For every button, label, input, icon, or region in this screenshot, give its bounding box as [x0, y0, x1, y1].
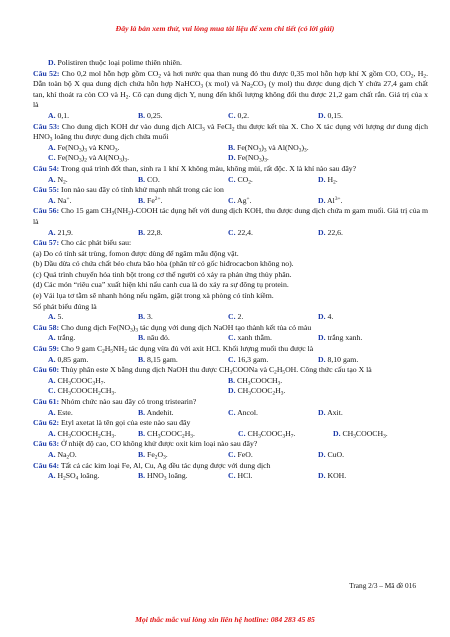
answer-options [33, 111, 428, 122]
option-d[interactable]: D. $H_2$. [318, 174, 338, 186]
option-d[interactable]: D. KOH. [318, 471, 347, 481]
page-number: Trang 2/3 – Mã đề 016 [349, 581, 416, 590]
question-64: Câu 64: Tất cả các kim loại Fe, Al, Cu, Ag đều tác dụng được với dung dịch [33, 460, 271, 470]
option-d[interactable]: D. $CH_3COOC_2H_3$. [228, 386, 286, 397]
option-b[interactable]: B. $Fe(NO_3)_3$ và $Al(NO_3)_3$. [228, 142, 309, 154]
option-a[interactable]: A. $Na_2O$. [48, 449, 77, 461]
option-c[interactable]: C. $CH_3COOC_3H_7$. [238, 428, 296, 440]
answer-options [33, 312, 428, 323]
question-58: Câu 58: Cho dung dịch $Fe(NO_3)_3$ tác dụng với dung dịch NaOH tạo thành kết tủa có màu [33, 322, 312, 334]
option-d[interactable]: D. Axit. [318, 407, 343, 417]
question-61: Câu 61: Nhóm chức nào sau đây có trong tristearin? [33, 397, 197, 406]
answer-options [33, 429, 428, 440]
option-a[interactable]: A. $H_2SO_4$ loãng. [48, 471, 100, 482]
option-b[interactable]: B. 8,15 gam. [138, 354, 178, 364]
question-53: Câu 53: Cho dung dịch KOH dư vào dung dịch AlCl$_3$ và FeCl$_2$ thu được kết tủa X. Cho X tác dụng với lượng dư dung dịch $HNO_3$ loãng thu được dung dịch chứa muối [33, 121, 428, 143]
hotline-banner: Mọi thắc mắc vui lòng xin liên hệ hotline: 084 283 45 85 [135, 615, 315, 624]
option-c[interactable]: C. 22,4. [228, 227, 253, 237]
option-b[interactable]: B. Andehit. [138, 407, 174, 417]
previous-question-tail: D. Polistiren thuộc loại polime thiên nhiên. [48, 58, 182, 67]
option-d[interactable]: D. $Fe(NO_3)_3$. [228, 153, 269, 164]
option-c[interactable]: C. Ag+. [228, 195, 252, 205]
option-a[interactable]: A. 0,85 gam. [48, 354, 89, 364]
question-63: Câu 63: Ở nhiệt độ cao, CO không khử được oxit kim loại nào sau đây? [33, 439, 258, 449]
statement-e: (e) Vải lụa tơ tằm sẽ nhanh hỏng nếu ngâm, giặt trong xà phòng có tính kiềm. [33, 291, 274, 301]
option-a[interactable]: A. Este. [48, 407, 73, 417]
answer-options [33, 471, 428, 482]
option-a[interactable]: A. trắng. [48, 333, 76, 343]
option-c[interactable]: C. $CH_3COOCH_2CH_3$. [48, 386, 117, 397]
option-d[interactable]: D. $CH_3COOCH_3$. [333, 428, 388, 440]
option-b[interactable]: B. 0,25. [138, 110, 163, 120]
answer-options [33, 355, 428, 366]
question-60: Câu 60: Thủy phân este X bằng dung dịch NaOH thu được $CH_3COONa$ và $C_2H_5OH$. Công thức cấu tạo X là [33, 365, 372, 376]
question-55: Câu 55: Ion nào sau đây có tính khử mạnh nhất trong các ion [33, 185, 224, 195]
option-a[interactable]: A. 5. [48, 312, 64, 322]
preview-notice-banner: Đây là bản xem thử, vui lòng mua tài liệu để xem chi tiết (có lời giải) [115, 24, 335, 33]
option-d[interactable]: D. trắng xanh. [318, 333, 363, 343]
answer-options [33, 386, 428, 397]
option-a[interactable]: A. 0,1. [48, 110, 70, 120]
question-54: Câu 54: Trong quá trình đốt than, sinh ra 1 khí X không màu, không mùi, rất độc. X là khí nào sau đây? [33, 163, 357, 173]
option-c[interactable]: C. 16,3 gam. [228, 354, 269, 364]
answer-options [33, 228, 428, 239]
question-59: Câu 59: Cho 9 gam $C_2H_5NH_2$ tác dụng vừa đủ với axit HCl. Khối lượng muối thu được là [33, 344, 314, 355]
answer-options [33, 333, 428, 344]
option-a[interactable]: A. Na+. [48, 195, 72, 205]
answer-options [33, 196, 428, 207]
option-b[interactable]: B. $CH_3COOCH_3$. [228, 375, 283, 387]
option-d[interactable]: D. 0,15. [318, 110, 343, 120]
option-a[interactable]: A. 21,9. [48, 227, 73, 237]
questions-list [33, 58, 428, 482]
option-a[interactable]: A. $CH_3COOCH_2CH_3$. [48, 428, 117, 440]
option-c[interactable]: C. 2. [228, 312, 244, 322]
option-c[interactable]: C. $Fe(NO_3)_2$ và $Al(NO_3)_3$. [48, 153, 130, 164]
statement-c: (c) Quá trình chuyển hóa tinh bột trong cơ thể người có xảy ra phản ứng thủy phân. [33, 269, 292, 279]
option-c[interactable]: C. 0,2. [228, 110, 250, 120]
option-b[interactable]: B. 22,8. [138, 227, 163, 237]
option-b[interactable]: B. 3. [138, 312, 153, 322]
question-57: Câu 57: Cho các phát biểu sau: [33, 238, 132, 248]
option-d[interactable]: D. $Al^{3+}$. [318, 195, 343, 205]
question-62: Câu 62: Etyl axetat là tên gọi của este nào sau đây [33, 418, 191, 428]
option-c[interactable]: C. HCl. [228, 471, 253, 481]
question-prompt: Số phát biểu đúng là [33, 301, 97, 311]
statement-a: (a) Do có tính sát trùng, fomon được dùng để ngâm mẫu động vật. [33, 248, 239, 258]
option-b[interactable]: B. nâu đỏ. [138, 333, 170, 343]
option-d[interactable]: D. 8,10 gam. [318, 354, 359, 364]
answer-options [33, 408, 428, 419]
option-b[interactable]: B. CO. [138, 174, 160, 184]
option-a[interactable]: A. $N_2$. [48, 174, 68, 186]
option-d[interactable]: D. 22,6. [318, 227, 343, 237]
answer-options [33, 376, 428, 387]
statement-d: (d) Các món “riêu cua” xuất hiện khi nấu canh cua là do xảy ra sự đông tụ protein. [33, 280, 289, 290]
option-b[interactable]: B. $CH_3COOC_2H_3$. [138, 428, 195, 440]
option-b[interactable]: B. $Fe^{2+}$. [138, 195, 163, 205]
option-a[interactable]: A. $CH_3COOC_3H_7$. [48, 375, 106, 387]
option-b[interactable]: B. $Fe_2O_3$. [138, 449, 168, 461]
option-c[interactable]: C. $CO_2$. [228, 174, 253, 186]
answer-options [33, 175, 428, 186]
option-c[interactable]: C. Ancol. [228, 407, 258, 417]
answer-options [33, 153, 428, 164]
statement-b: (b) Dầu dừa có chứa chất béo chưa bão hòa (phân tử có gốc hiđrocacbon không no). [33, 259, 294, 269]
option-b[interactable]: B. $HNO_3$ loãng. [138, 471, 188, 482]
option-c[interactable]: C. FeO. [228, 449, 253, 459]
answer-options [33, 143, 428, 154]
option-d[interactable]: D. CuO. [318, 449, 345, 459]
question-56: Câu 56: Cho 15 gam $CH_3(NH_2)$-COOH tác dụng hết với dung dịch KOH, thu được dung dịch chứa m gam muối. Giá trị của m là [33, 206, 428, 226]
option-a[interactable]: A. $Fe(NO_3)_3$ và $KNO_3$. [48, 142, 120, 154]
answer-options [33, 450, 428, 461]
option-c[interactable]: C. xanh thẫm. [228, 333, 272, 343]
option-d[interactable]: D. 4. [318, 312, 334, 322]
question-52: Câu 52: Cho 0,2 mol hỗn hợp gồm $CO_2$ và hơi nước qua than nung đỏ thu được 0,35 mol hỗn hợp khí X gồm CO, $CO_2$, $H_2$. Dẫn toàn bộ X qua dung dịch chứa hỗn hợp NaHCO$_3$ (x mol) và $Na_2CO_3$ (y mol) thu được dung dịch Y chứa 27,4 gam chất tan, khí thoát ra còn CO và $H_2$. Cô cạn dung dịch Y, nung đến khối lượng không đổi thu được 21,2 gam chất rắn. Giá trị của x là [33, 68, 428, 110]
